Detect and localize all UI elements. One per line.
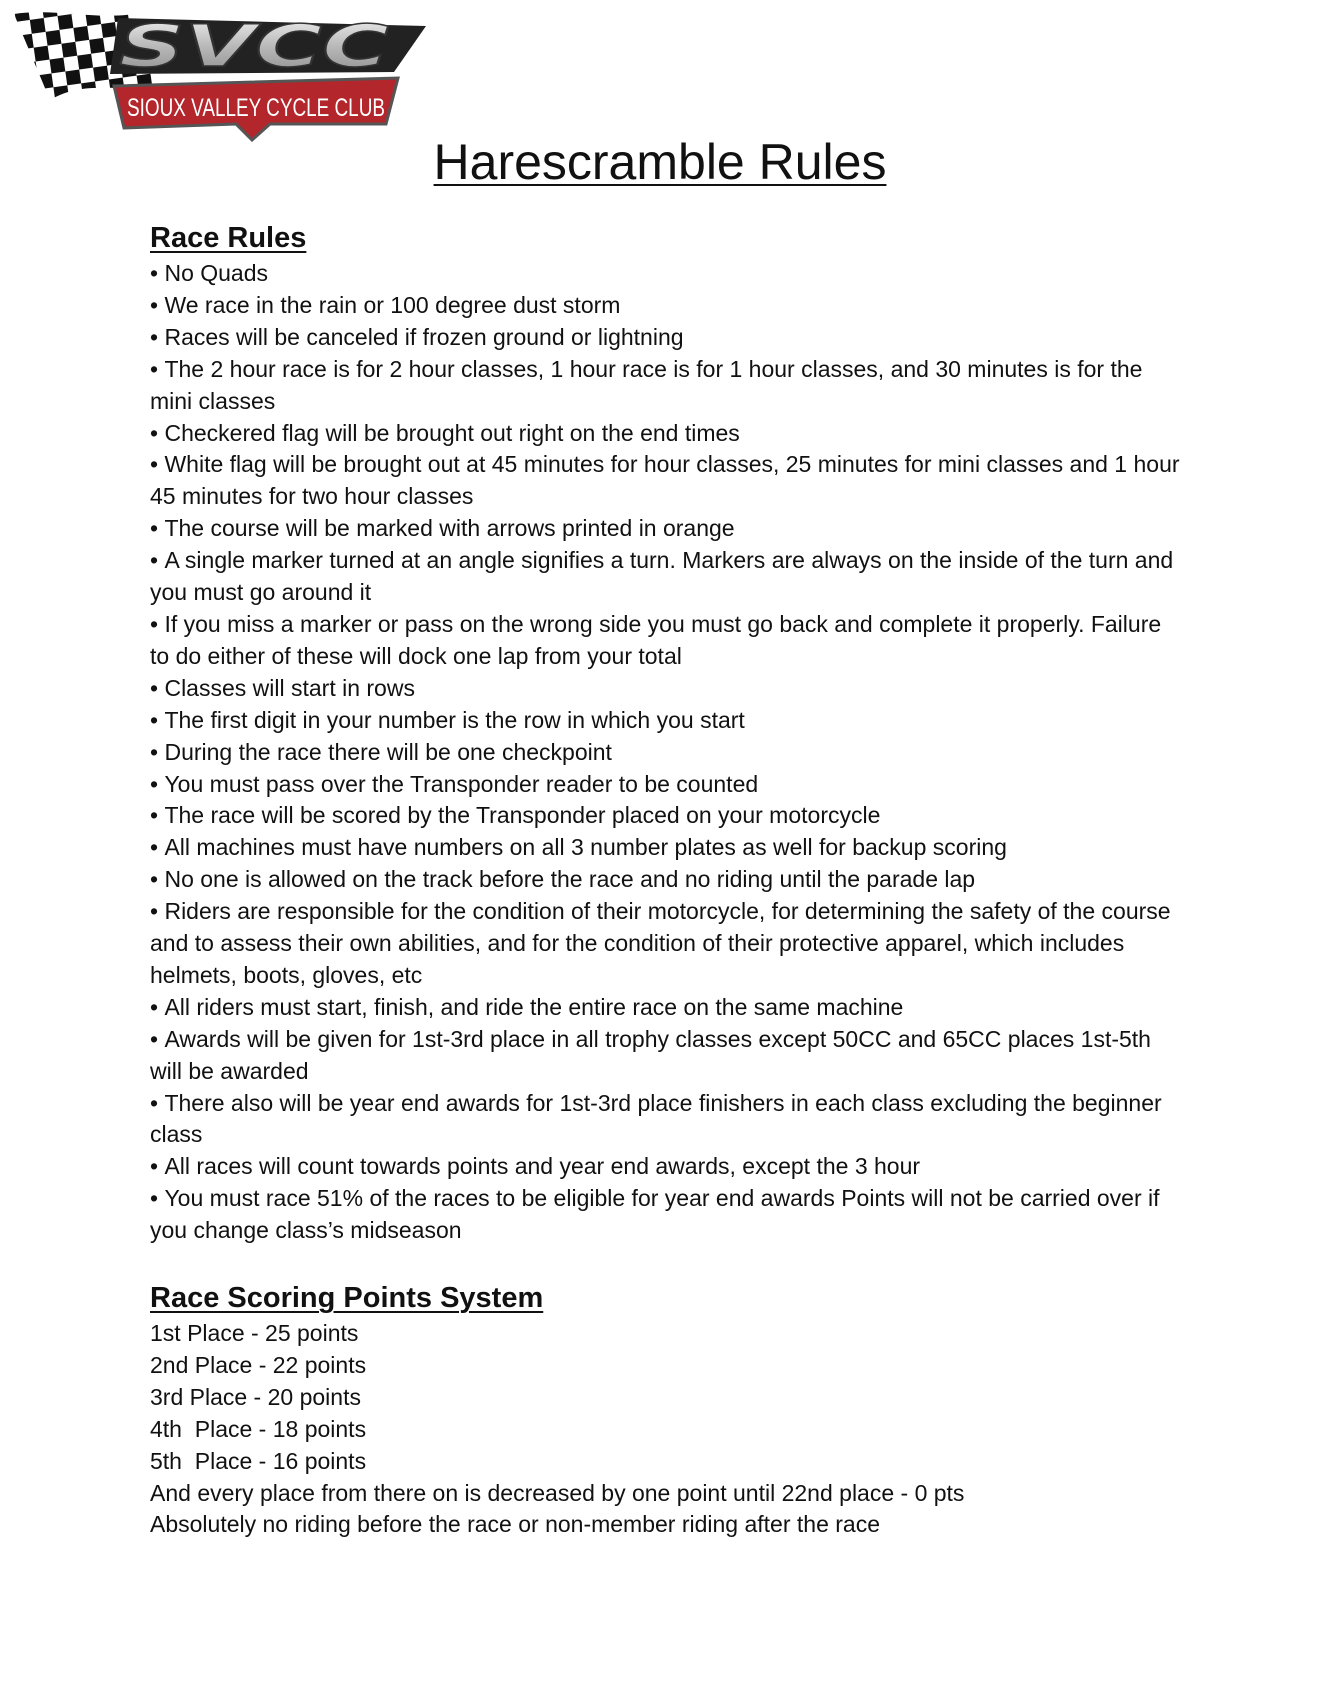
rule-item: • The 2 hour race is for 2 hour classes, 1 hour race is for 1 hour classes, and 30 minutes is for the mini classes <box>150 354 1180 418</box>
scoring-line: 1st Place - 25 points <box>150 1320 359 1346</box>
logo-subtitle: SIOUX VALLEY CYCLE CLUB <box>127 94 385 122</box>
svcc-logo <box>14 8 430 148</box>
rule-item: • The first digit in your number is the row in which you start <box>150 705 1180 737</box>
scoring-heading: Race Scoring Points System <box>150 1282 544 1314</box>
rule-item: • Riders are responsible for the condition of their motorcycle, for determining the safety of the course and to assess their own abilities, and for the condition of their protective apparel, which includes helmets, boots, gloves, etc <box>150 896 1180 992</box>
scoring-section <box>150 1280 1180 1541</box>
rule-item: • Races will be canceled if frozen ground or lightning <box>150 322 1180 354</box>
rule-item: • White flag will be brought out at 45 minutes for hour classes, 25 minutes for mini classes and 1 hour 45 minutes for two hour classes <box>150 449 1180 513</box>
race-rules-section <box>150 220 1180 1247</box>
logo-title: SVCC <box>119 12 389 80</box>
rule-item: • We race in the rain or 100 degree dust storm <box>150 290 1180 322</box>
rule-item: • Classes will start in rows <box>150 673 1180 705</box>
rule-item: • If you miss a marker or pass on the wrong side you must go back and complete it properly. Failure to do either of these will dock one lap from your total <box>150 609 1180 673</box>
rule-item: • You must pass over the Transponder reader to be counted <box>150 769 1180 801</box>
rule-item: • All riders must start, finish, and ride the entire race on the same machine <box>150 992 1180 1024</box>
rule-item: • There also will be year end awards for 1st-3rd place finishers in each class excluding the beginner class <box>150 1088 1180 1152</box>
rule-item: • No Quads <box>150 258 1180 290</box>
race-rules-list <box>150 258 1180 1247</box>
rule-item: • The race will be scored by the Transponder placed on your motorcycle <box>150 800 1180 832</box>
scoring-line: And every place from there on is decreased by one point until 22nd place - 0 pts <box>150 1479 965 1506</box>
scoring-line: 5th Place - 16 points <box>150 1447 367 1474</box>
scoring-line: 4th Place - 18 points <box>150 1415 367 1442</box>
scoring-line: 2nd Place - 22 points <box>150 1351 367 1378</box>
rule-item: • Awards will be given for 1st-3rd place in all trophy classes except 50CC and 65CC places 1st-5th will be awarded <box>150 1024 1180 1088</box>
page-title: Harescramble Rules <box>433 134 887 190</box>
rule-item: • You must race 51% of the races to be eligible for year end awards Points will not be carried over if you change class’s midseason <box>150 1183 1180 1247</box>
rule-item: • Checkered flag will be brought out right on the end times <box>150 418 1180 450</box>
scoring-line: 3rd Place - 20 points <box>150 1383 361 1410</box>
rule-item: • During the race there will be one checkpoint <box>150 737 1180 769</box>
rule-item: • All machines must have numbers on all 3 number plates as well for backup scoring <box>150 832 1180 864</box>
rule-item: • The course will be marked with arrows printed in orange <box>150 513 1180 545</box>
rule-item: • No one is allowed on the track before the race and no riding until the parade lap <box>150 864 1180 896</box>
rule-item: • All races will count towards points and year end awards, except the 3 hour <box>150 1151 1180 1183</box>
rule-item: • A single marker turned at an angle signifies a turn. Markers are always on the inside of the turn and you must go around it <box>150 545 1180 609</box>
scoring-line: Absolutely no riding before the race or non-member riding after the race <box>150 1511 881 1538</box>
race-rules-heading: Race Rules <box>150 222 307 254</box>
